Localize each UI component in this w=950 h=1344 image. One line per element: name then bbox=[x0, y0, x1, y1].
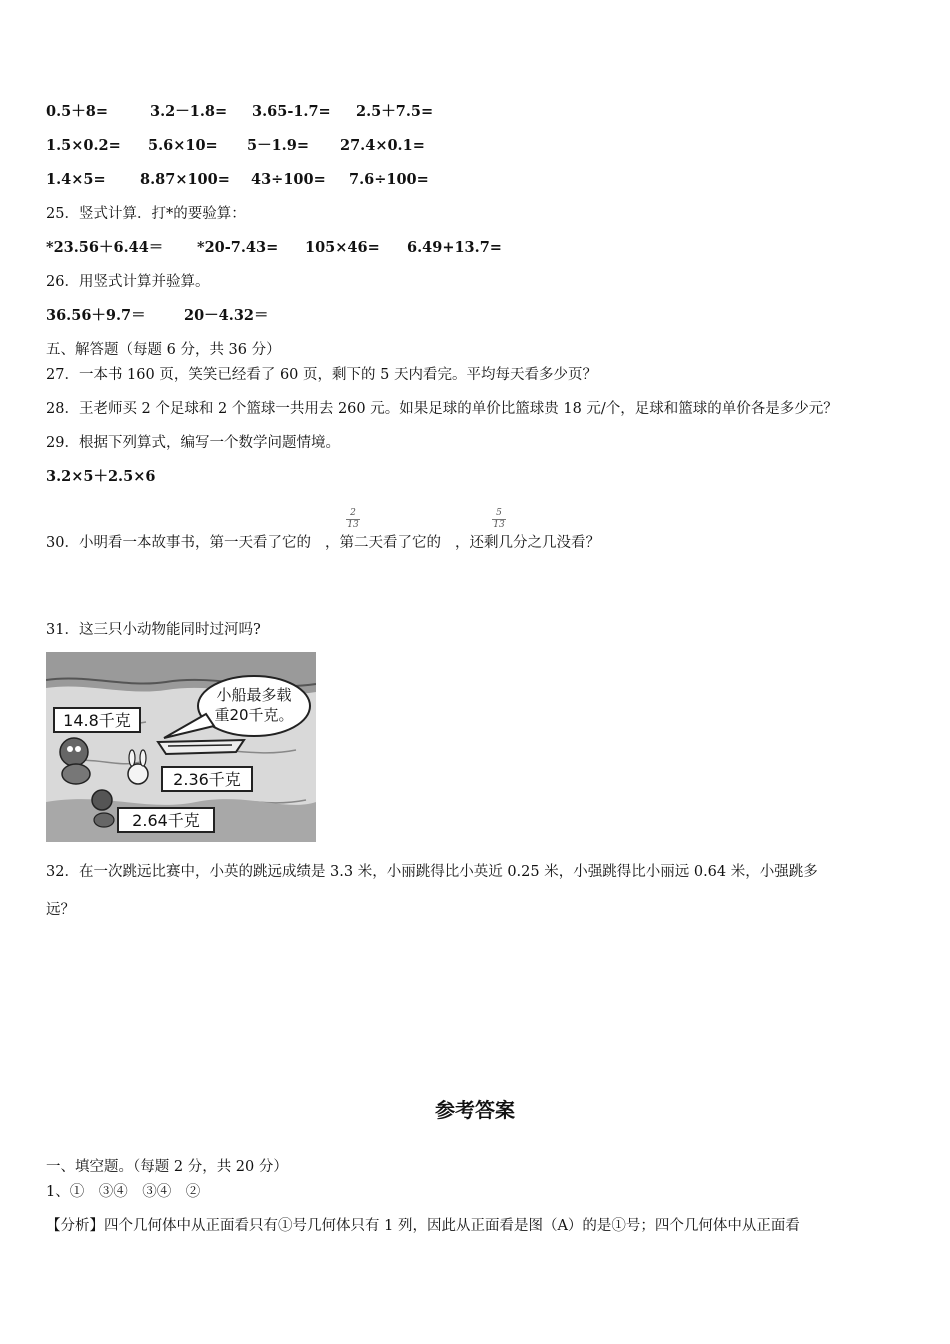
question-27: 27．一本书 160 页，笑笑已经看了 60 页，剩下的 5 天内看完。平均每天看多少页？ bbox=[46, 367, 597, 383]
calc-item: 1.5×0.2= bbox=[46, 137, 121, 154]
calc-item: 7.6÷100= bbox=[349, 171, 429, 188]
rabbit-icon bbox=[128, 764, 148, 784]
fraction-denominator: 13 bbox=[347, 520, 359, 530]
question-25-title: 25．竖式计算．打*的要验算： bbox=[46, 206, 246, 222]
question-28: 28．王老师买 2 个足球和 2 个篮球一共用去 260 元。如果足球的单价比篮球贵 18 元/个，足球和篮球的单价各是多少元？ bbox=[46, 401, 838, 417]
calc-item: 3.2－1.8= bbox=[150, 103, 228, 120]
question-30-part1: 30．小明看一本故事书，第一天看了它的 bbox=[46, 535, 311, 551]
calc-item: 27.4×0.1= bbox=[340, 137, 425, 154]
calc-item: 5.6×10= bbox=[148, 137, 218, 154]
fraction-5-13 bbox=[492, 508, 506, 531]
fraction-numerator: 2 bbox=[346, 508, 360, 520]
section-5-heading: 五、解答题（每题 6 分，共 36 分） bbox=[46, 342, 281, 358]
weight-label-1: 14.8千克 bbox=[63, 711, 131, 730]
small-animal-icon bbox=[92, 790, 112, 810]
answer-1: 1、① ③④ ③④ ② bbox=[46, 1184, 201, 1200]
calc-item: 8.87×100= bbox=[140, 171, 230, 188]
question-30 bbox=[46, 533, 600, 553]
calc-item: 5－1.9= bbox=[247, 137, 309, 154]
weight-label-2: 2.36千克 bbox=[173, 770, 241, 789]
boat-icon bbox=[158, 740, 244, 754]
bubble-line-1: 小船最多载 bbox=[216, 686, 292, 704]
answers-title: 参考答案 bbox=[435, 1098, 515, 1122]
question-32-line-2: 远？ bbox=[46, 902, 75, 918]
bubble-line-2: 重20千克。 bbox=[214, 706, 294, 724]
calc-item: 6.49+13.7= bbox=[407, 239, 502, 256]
question-26-title: 26．用竖式计算并验算。 bbox=[46, 274, 210, 290]
question-29-title: 29．根据下列算式，编写一个数学问题情境。 bbox=[46, 435, 340, 451]
question-25-items bbox=[46, 238, 502, 258]
weight-label-3: 2.64千克 bbox=[132, 811, 200, 830]
calc-item: 3.65-1.7= bbox=[252, 103, 331, 120]
calc-row-2 bbox=[46, 136, 425, 156]
question-32-line-1: 32．在一次跳远比赛中，小英的跳远成绩是 3.3 米，小丽跳得比小英近 0.25 米，小强跳得比小丽远 0.64 米，小强跳多 bbox=[46, 864, 818, 880]
monkey-icon bbox=[60, 738, 88, 766]
question-29-expression: 3.2×5＋2.5×6 bbox=[46, 468, 156, 485]
fraction-2-13 bbox=[346, 508, 360, 531]
calc-item: 36.56＋9.7＝ bbox=[46, 307, 146, 324]
calc-item: *23.56＋6.44＝ bbox=[46, 239, 164, 256]
calc-row-3 bbox=[46, 170, 429, 190]
calc-item: 0.5＋8= bbox=[46, 103, 108, 120]
question-26-items bbox=[46, 306, 269, 326]
answers-section-1: 一、填空题。（每题 2 分，共 20 分） bbox=[46, 1159, 288, 1175]
fraction-denominator: 13 bbox=[493, 520, 505, 530]
calc-item: 105×46= bbox=[305, 239, 380, 256]
calc-item: *20-7.43= bbox=[197, 239, 279, 256]
calc-row-1 bbox=[46, 102, 433, 122]
question-30-part3: ，还剩几分之几没看？ bbox=[454, 535, 600, 551]
fraction-numerator: 5 bbox=[492, 508, 506, 520]
calc-item: 43÷100= bbox=[251, 171, 326, 188]
calc-item: 20－4.32＝ bbox=[184, 307, 269, 324]
answer-analysis: 【分析】四个几何体中从正面看只有①号几何体只有 1 列，因此从正面看是图（A）的是①号；四个几何体中从正面看 bbox=[46, 1218, 800, 1234]
calc-item: 2.5＋7.5= bbox=[356, 103, 434, 120]
question-31-title: 31．这三只小动物能同时过河吗? bbox=[46, 622, 261, 638]
calc-item: 1.4×5= bbox=[46, 171, 106, 188]
river-crossing-illustration bbox=[46, 652, 316, 842]
question-30-part2: ，第二天看了它的 bbox=[324, 535, 441, 551]
